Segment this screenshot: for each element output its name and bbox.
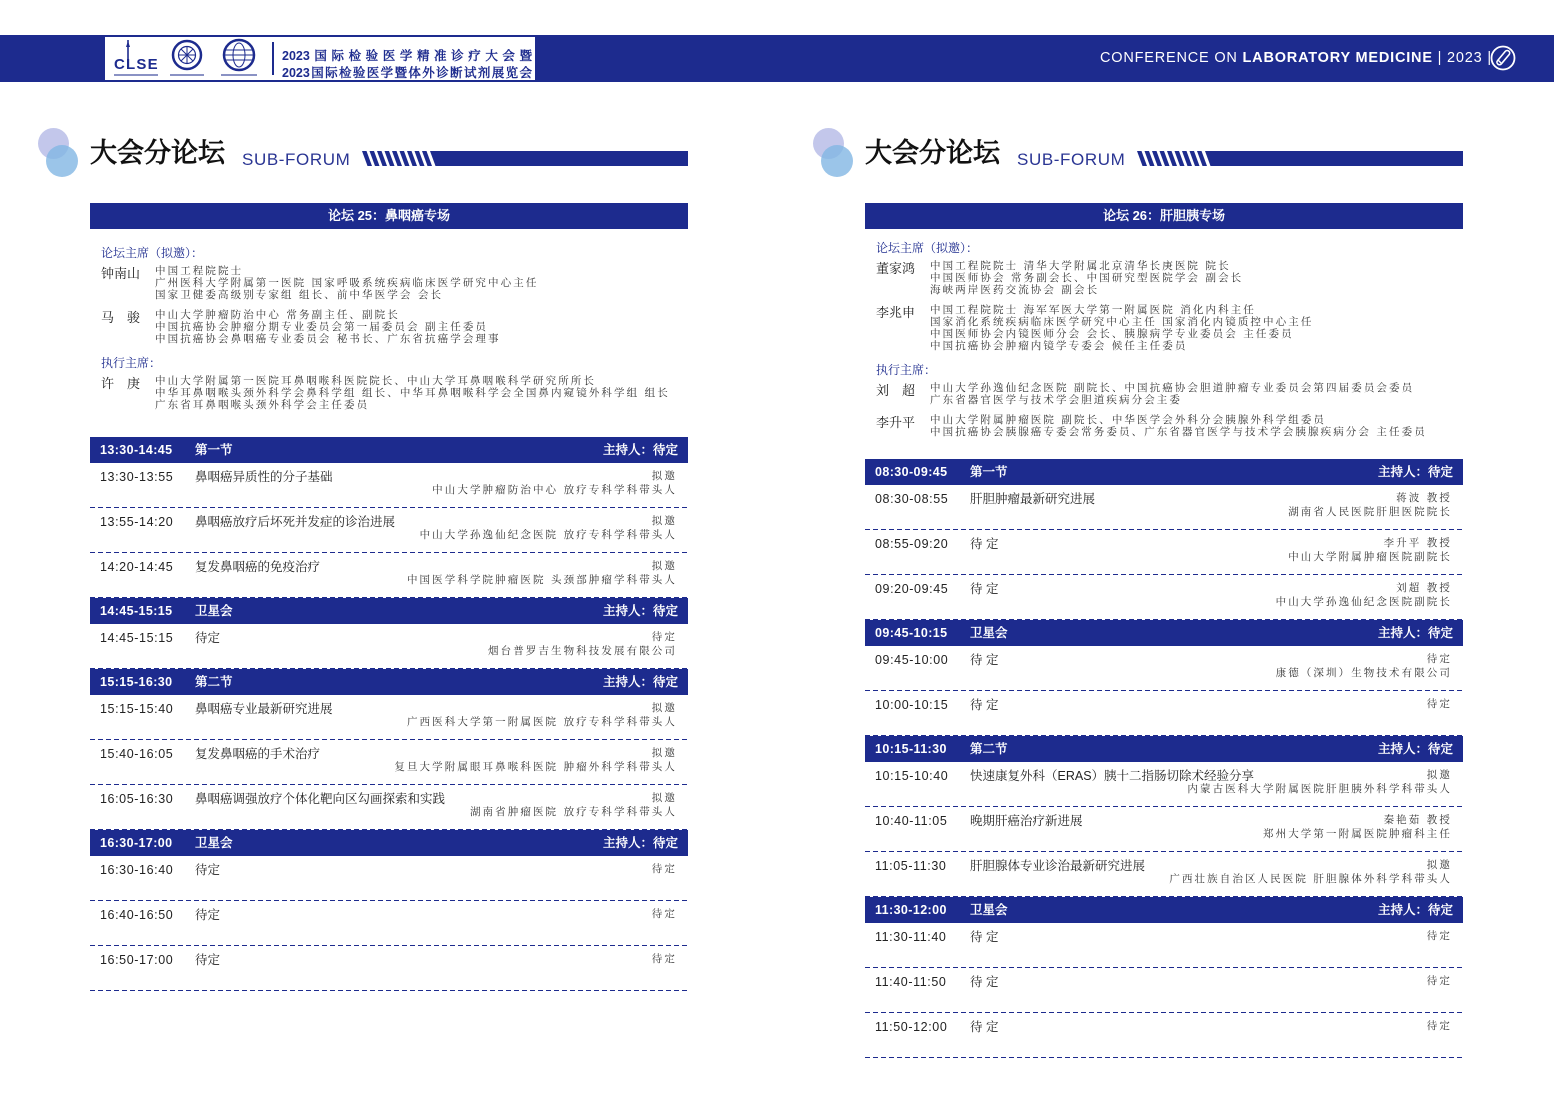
agenda-topic: 晚期肝癌治疗新进展: [970, 814, 1083, 828]
agenda-time: 16:50-17:00: [100, 953, 174, 967]
agenda-affiliation: 中山大学肿瘤防治中心 放疗专科学科带头人: [432, 484, 677, 496]
agenda-item: [90, 508, 688, 553]
agenda-item: [90, 624, 688, 669]
agenda-topic: 待定: [195, 908, 221, 922]
agenda-speaker: 拟邀: [651, 792, 677, 804]
chair-title-line: 中国医师协会内镜医师分会 会长、胰腺病学专业委员会 主任委员: [930, 328, 1294, 340]
agenda-time: 11:30-11:40: [875, 930, 947, 944]
agenda-time: 11:40-11:50: [875, 975, 947, 989]
agenda-time: 11:50-12:00: [875, 1020, 948, 1034]
chair-entry: [876, 382, 1461, 406]
chair-entry: [101, 265, 686, 301]
chair-name-text: 董家鸿: [876, 261, 916, 276]
agenda-item: [90, 901, 688, 946]
chair-group-label: 论坛主席（拟邀）：: [876, 241, 979, 255]
chair-entry: [876, 414, 1461, 438]
agenda-item: [90, 695, 688, 740]
session-title: 卫星会: [195, 604, 233, 618]
chair-title-line: 中国抗癌协会鼻咽癌专业委员会 秘书长、广东省抗癌学会理事: [155, 333, 501, 345]
agenda-time: 08:55-09:20: [875, 537, 949, 551]
session-block: [90, 598, 688, 669]
agenda-speaker: 拟邀: [651, 515, 677, 527]
chair-title-line: 中国工程院院士: [155, 265, 244, 277]
session-block: [865, 459, 1463, 620]
agenda-item: [865, 762, 1463, 807]
agenda-speaker: 秦艳茹 教授: [1383, 814, 1452, 826]
conference-bold: LABORATORY MEDICINE: [1242, 50, 1433, 66]
session-header: [865, 620, 1463, 646]
agenda-time: 16:05-16:30: [100, 792, 174, 806]
agenda-affiliation: 中山大学附属肿瘤医院副院长: [1288, 551, 1452, 563]
session-header: [865, 897, 1463, 923]
agenda-speaker: 待定: [1426, 930, 1452, 942]
decor-circle: [821, 145, 853, 177]
decorative-stripes: [1137, 151, 1463, 166]
agenda-affiliation: 中国医学科学院肿瘤医院 头颈部肿瘤学科带头人: [406, 574, 677, 586]
session-host: 主持人：待定: [1377, 465, 1453, 479]
agenda-speaker: 蒋波 教授: [1396, 492, 1452, 504]
chair-name-text: 李兆申: [876, 305, 916, 320]
agenda-affiliation: 中山大学孙逸仙纪念医院副院长: [1275, 596, 1452, 608]
chair-title-line: 中山大学肿瘤防治中心 常务副主任、副院长: [155, 309, 400, 321]
agenda-speaker: 待定: [1426, 653, 1452, 665]
session-header: [865, 736, 1463, 762]
chair-name: [876, 260, 930, 296]
heading-bar: [430, 151, 688, 166]
chair-title-line: 中国医师协会 常务副会长、中国研究型医院学会 副会长: [930, 272, 1244, 284]
agenda-speaker: 拟邀: [1426, 859, 1452, 871]
forum-title-bar: 论坛 25：鼻咽癌专场: [90, 203, 688, 229]
agenda-topic: 待定: [195, 953, 221, 967]
conference-prefix: CONFERENCE ON: [1100, 50, 1243, 66]
conference-suffix: | 2023 |: [1432, 50, 1492, 66]
session-time: 08:30-09:45: [875, 465, 948, 479]
agenda-item: [865, 968, 1463, 1013]
session-block: [90, 437, 688, 598]
chair-titles: [930, 414, 1427, 438]
chair-title-line: 中山大学孙逸仙纪念医院 副院长、中国抗癌协会胆道肿瘤专业委员会第四届委员会委员: [930, 382, 1415, 394]
conference-title-line-2: 2023国际检验医学暨体外诊断试剂展览会: [282, 66, 532, 80]
session-header: [90, 598, 688, 624]
chair-title-line: 国家卫健委高级别专家组 组长、前中华医学会 会长: [155, 289, 444, 301]
agenda-time: 10:40-11:05: [875, 814, 948, 828]
session-title: 卫星会: [970, 903, 1008, 917]
agenda-time: 10:00-10:15: [875, 698, 949, 712]
chair-title-line: 广州医科大学附属第一医院 国家呼吸系统疾病临床医学研究中心主任: [155, 277, 539, 289]
agenda-speaker: 拟邀: [651, 470, 677, 482]
agenda-time: 13:55-14:20: [100, 515, 174, 529]
agenda-speaker: 待定: [1426, 698, 1452, 710]
agenda-affiliation: 内蒙古医科大学附属医院肝胆胰外科学科带头人: [1187, 783, 1452, 795]
agenda-speaker: 拟邀: [651, 560, 677, 572]
chair-name-text: 李升平: [876, 415, 916, 430]
agenda-time: 16:40-16:50: [100, 908, 174, 922]
session-title: 卫星会: [970, 626, 1008, 640]
agenda-item: [865, 575, 1463, 620]
session-host: 主持人：待定: [602, 675, 678, 689]
agenda-item: [90, 856, 688, 901]
agenda-item: [865, 646, 1463, 691]
chair-name-text: 钟南山: [101, 266, 141, 281]
session-host: 主持人：待定: [602, 836, 678, 850]
agenda-topic: 待 定: [970, 930, 999, 944]
session-block: [90, 830, 688, 991]
icon-tube-fill: [1498, 60, 1501, 63]
session-block: [865, 897, 1463, 1058]
agenda-topic: 待 定: [970, 582, 999, 596]
chair-title-line: 海峡两岸医药交流协会 副会长: [930, 284, 1100, 296]
agenda-affiliation: 中山大学孙逸仙纪念医院 放疗专科学科带头人: [419, 529, 677, 541]
chair-title-line: 中山大学附属第一医院耳鼻咽喉科医院院长、中山大学耳鼻咽喉科学研究所所长: [155, 375, 596, 387]
chairs-section: [876, 238, 1461, 446]
decorative-stripes: [362, 151, 688, 166]
agenda-time: 13:30-13:55: [100, 470, 174, 484]
agenda-item: [865, 485, 1463, 530]
chairs-section: [101, 243, 686, 419]
agenda-speaker: 刘超 教授: [1396, 582, 1452, 594]
decor-circle: [46, 145, 78, 177]
agenda-time: 16:30-16:40: [100, 863, 174, 877]
chair-title-line: 中国工程院院士 清华大学附属北京清华长庚医院 院长: [930, 260, 1231, 272]
agenda-affiliation: 湖南省肿瘤医院 放疗专科学科带头人: [469, 806, 677, 818]
chair-name: [101, 375, 155, 411]
agenda-item: [865, 691, 1463, 736]
chair-name: [876, 414, 930, 438]
agenda-speaker: 拟邀: [651, 747, 677, 759]
session-block: [90, 669, 688, 830]
session-time: 13:30-14:45: [100, 443, 173, 457]
agenda-topic: 待 定: [970, 698, 999, 712]
agenda-topic: 待 定: [970, 975, 999, 989]
chair-titles: [930, 382, 1414, 406]
chair-name-text: 马 骏: [101, 310, 140, 325]
agenda-item: [90, 946, 688, 991]
agenda-topic: 鼻咽癌异质性的分子基础: [195, 470, 333, 484]
agenda-item: [90, 740, 688, 785]
session-time: 14:45-15:15: [100, 604, 173, 618]
agenda-topic: 复发鼻咽癌的免疫治疗: [195, 560, 321, 574]
chair-titles: [155, 309, 501, 345]
icon-tube: [1496, 49, 1511, 65]
agenda-time: 11:05-11:30: [875, 859, 947, 873]
agenda-speaker: 待定: [1426, 975, 1452, 987]
session-host: 主持人：待定: [602, 604, 678, 618]
agenda-topic: 待定: [195, 631, 221, 645]
chair-title-line: 中国抗癌协会肿瘤内镜学专委会 候任主任委员: [930, 340, 1188, 352]
session-time: 09:45-10:15: [875, 626, 948, 640]
session-time: 16:30-17:00: [100, 836, 173, 850]
chair-group-label: 论坛主席（拟邀）：: [101, 246, 204, 260]
section-heading-en: SUB-FORUM: [1017, 150, 1126, 169]
chair-name-text: 刘 超: [876, 383, 915, 398]
session-title: 第二节: [970, 742, 1008, 756]
chair-titles: [155, 265, 538, 301]
chair-entry: [101, 375, 686, 411]
chair-title-line: 中山大学附属肿瘤医院 副院长、中华医学会外科分会胰腺外科学组委员: [930, 414, 1327, 426]
conference-title-line-1: 2023国际检验医学精准诊疗大会暨: [282, 49, 532, 63]
agenda-speaker: 拟邀: [651, 702, 677, 714]
section-heading: 大会分论坛: [865, 138, 1000, 168]
session-title: 第一节: [195, 443, 233, 457]
session-title: 卫星会: [195, 836, 233, 850]
session-block: [865, 620, 1463, 736]
chair-title-line: 广东省器官医学与技术学会胆道疾病分会主委: [930, 394, 1182, 406]
agenda-affiliation: 烟台普罗吉生物科技发展有限公司: [488, 645, 677, 657]
agenda-topic: 待定: [195, 863, 221, 877]
agenda-topic: 待 定: [970, 653, 999, 667]
agenda-topic: 鼻咽癌调强放疗个体化靶向区勾画探索和实践: [195, 792, 446, 806]
chair-titles: [155, 375, 670, 411]
agenda-affiliation: 湖南省人民医院肝胆医院院长: [1288, 506, 1452, 518]
agenda-topic: 复发鼻咽癌的手术治疗: [195, 747, 321, 761]
agenda-affiliation: 复旦大学附属眼耳鼻喉科医院 肿瘤外科学科带头人: [394, 761, 677, 773]
agenda-speaker: 待定: [651, 908, 677, 920]
session-time: 10:15-11:30: [875, 742, 947, 756]
session-header: [865, 459, 1463, 485]
agenda: [90, 437, 688, 991]
section-heading-en: SUB-FORUM: [242, 150, 351, 169]
agenda-topic: 快速康复外科（ERAS）胰十二指肠切除术经验分享: [970, 769, 1255, 783]
heading-bar: [1205, 151, 1463, 166]
agenda-time: 09:45-10:00: [875, 653, 949, 667]
forum-title-bar: 论坛 26：肝胆胰专场: [865, 203, 1463, 229]
chair-entry: [876, 304, 1461, 352]
agenda-item: [865, 852, 1463, 897]
agenda-item: [865, 1013, 1463, 1058]
agenda-topic: 鼻咽癌专业最新研究进展: [195, 702, 333, 716]
agenda-topic: 待 定: [970, 537, 999, 551]
session-host: 主持人：待定: [1377, 903, 1453, 917]
agenda-topic: 肝胆腺体专业诊治最新研究进展: [970, 859, 1146, 873]
agenda-item: [865, 807, 1463, 852]
agenda-item: [865, 923, 1463, 968]
session-time: 11:30-12:00: [875, 903, 947, 917]
agenda-time: 09:20-09:45: [875, 582, 949, 596]
agenda-topic: 肝胆肿瘤最新研究进展: [970, 492, 1096, 506]
chair-title-line: 国家消化系统疾病临床医学研究中心主任 国家消化内镜质控中心主任: [930, 316, 1314, 328]
logo-lettering: CLSE: [114, 56, 159, 73]
chair-name: [876, 304, 930, 352]
chair-title-line: 中国工程院院士 海军军医大学第一附属医院 消化内科主任: [930, 304, 1256, 316]
agenda-time: 08:30-08:55: [875, 492, 949, 506]
session-host: 主持人：待定: [1377, 626, 1453, 640]
agenda-speaker: 待定: [651, 953, 677, 965]
test-tube-icon: [1489, 44, 1517, 72]
chair-title-line: 中国抗癌协会肿瘤分期专业委员会第一届委员会 副主任委员: [155, 321, 489, 333]
agenda-affiliation: 广西壮族自治区人民医院 肝胆腺体外科学科带头人: [1169, 873, 1452, 885]
session-title: 第一节: [970, 465, 1008, 479]
chair-title-line: 广东省耳鼻咽喉头颈外科学会主任委员: [155, 399, 370, 411]
session-title: 第二节: [195, 675, 233, 689]
chair-group-label: 执行主席：: [101, 356, 162, 370]
session-header: [90, 669, 688, 695]
agenda-time: 14:45-15:15: [100, 631, 174, 645]
agenda-time: 15:40-16:05: [100, 747, 174, 761]
agenda: [865, 459, 1463, 1058]
agenda-topic: 待 定: [970, 1020, 999, 1034]
agenda-item: [90, 553, 688, 598]
chair-group-label: 执行主席：: [876, 363, 937, 377]
icon-ring: [1492, 47, 1515, 70]
agenda-item: [90, 785, 688, 830]
agenda-affiliation: 郑州大学第一附属医院肿瘤科主任: [1263, 828, 1452, 840]
session-header: [90, 437, 688, 463]
forum-panel-left: [90, 0, 688, 1102]
agenda-time: 15:15-15:40: [100, 702, 174, 716]
agenda-topic: 鼻咽癌放疗后坏死并发症的诊治进展: [195, 515, 396, 529]
section-heading: 大会分论坛: [90, 138, 225, 168]
session-block: [865, 736, 1463, 897]
chair-name: [101, 309, 155, 345]
chair-entry: [101, 309, 686, 345]
forum-panel-right: [865, 0, 1463, 1102]
session-header: [90, 830, 688, 856]
agenda-speaker: 待定: [1426, 1020, 1452, 1032]
chair-titles: [930, 304, 1313, 352]
agenda-item: [865, 530, 1463, 575]
agenda-time: 10:15-10:40: [875, 769, 949, 783]
chair-title-line: 中华耳鼻咽喉头颈外科学会鼻科学组 组长、中华耳鼻咽喉科学会全国鼻内窥镜外科学组 组长: [155, 387, 670, 399]
agenda-affiliation: 广西医科大学第一附属医院 放疗专科学科带头人: [406, 716, 677, 728]
agenda-time: 14:20-14:45: [100, 560, 174, 574]
agenda-speaker: 拟邀: [1426, 769, 1452, 781]
chair-name-text: 许 庚: [101, 376, 140, 391]
agenda-affiliation: 康德（深圳）生物技术有限公司: [1275, 667, 1452, 679]
agenda-item: [90, 463, 688, 508]
chair-entry: [876, 260, 1461, 296]
agenda-speaker: 待定: [651, 863, 677, 875]
agenda-speaker: 李升平 教授: [1383, 537, 1452, 549]
chair-titles: [930, 260, 1243, 296]
chair-name: [101, 265, 155, 301]
session-time: 15:15-16:30: [100, 675, 173, 689]
session-host: 主持人：待定: [602, 443, 678, 457]
agenda-speaker: 待定: [651, 631, 677, 643]
chair-title-line: 中国抗癌协会胰腺癌专委会常务委员、广东省器官医学与技术学会胰腺疾病分会 主任委员: [930, 426, 1427, 438]
chair-name: [876, 382, 930, 406]
session-host: 主持人：待定: [1377, 742, 1453, 756]
